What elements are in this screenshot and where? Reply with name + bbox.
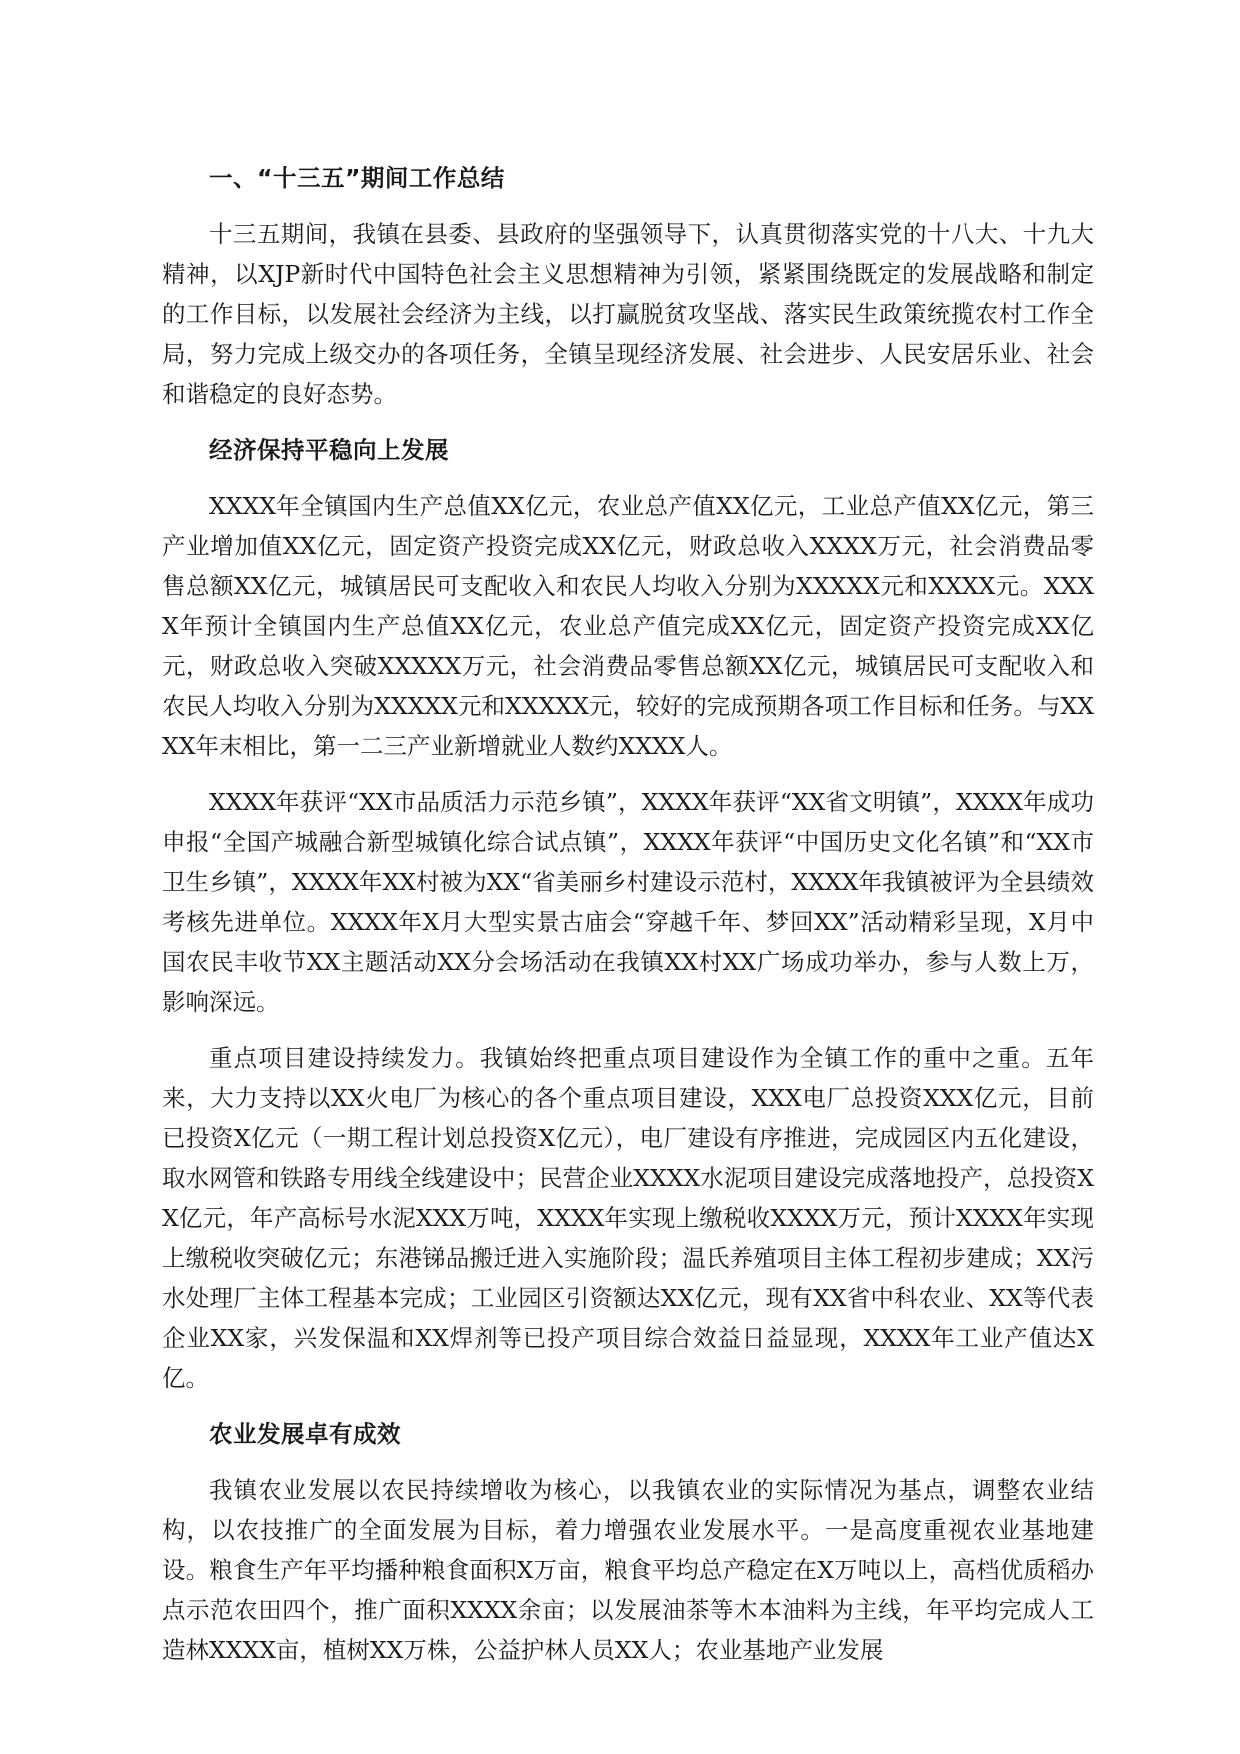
economy-paragraph-3: 重点项目建设持续发力。我镇始终把重点项目建设作为全镇工作的重中之重。五年来，大力支持以XX火电厂为核心的各个重点项目建设，XXX电厂总投资XXX亿元，目前已投资X亿元（一期工程计划总投资X亿元），电厂建设有序推进，完成园区内五化建设，取水网管和铁路专用线全线建设中；民营企业XXXX水泥项目建设完成落地投产，总投资XX亿元，年产高标号水泥XXX万吨，XXXX年实现上缴税收XXXX万元，预计XXXX年实现上缴税收突破亿元；东港锑品搬迁进入实施阶段；温氏养殖项目主体工程初步建成；XX污水处理厂主体工程基本完成；工业园区引资额达XX亿元，现有XX省中科农业、XX等代表企业XX家，兴发保温和XX焊剂等已投产项目综合效益日益显现，XXXX年工业产值达X亿。 <box>162 1044 1094 1392</box>
agriculture-heading: 农业发展卓有成效 <box>209 1420 401 1448</box>
intro-paragraph: 十三五期间，我镇在县委、县政府的坚强领导下，认真贯彻落实党的十八大、十九大精神，以XJP新时代中国特色社会主义思想精神为引领，紧紧围绕既定的发展战略和制定的工作目标，以发展社会经济为主线，以打赢脱贫攻坚战、落实民生政策统揽农村工作全局，努力完成上级交办的各项任务，全镇呈现经济发展、社会进步、人民安居乐业、社会和谐稳定的良好态势。 <box>162 220 1094 408</box>
economy-paragraph-2: XXXX年获评“XX市品质活力示范乡镇”，XXXX年获评“XX省文明镇”，XXXX年成功申报“全国产城融合新型城镇化综合试点镇”，XXXX年获评“中国历史文化名镇”和“XX市卫生乡镇”，XXXX年XX村被为XX“省美丽乡村建设示范村，XXXX年我镇被评为全县绩效考核先进单位。XXXX年X月大型实景古庙会“穿越千年、梦回XX”活动精彩呈现，X月中国农民丰收节XX主题活动XX分会场活动在我镇XX村XX广场成功举办，参与人数上万，影响深远。 <box>162 788 1094 1016</box>
economy-paragraph-1: XXXX年全镇国内生产总值XX亿元，农业总产值XX亿元，工业总产值XX亿元，第三产业增加值XX亿元，固定资产投资完成XX亿元，财政总收入XXXX万元，社会消费品零售总额XX亿元，城镇居民可支配收入和农民人均收入分别为XXXXX元和XXXX元。XXXX年预计全镇国内生产总值XX亿元，农业总产值完成XX亿元，固定资产投资完成XX亿元，财政总收入突破XXXXX万元，社会消费品零售总额XX亿元，城镇居民可支配收入和农民人均收入分别为XXXXX元和XXXXX元，较好的完成预期各项工作目标和任务。与XXXX年末相比，第一二三产业新增就业人数约XXXX人。 <box>162 492 1094 760</box>
section-title: 一、“十三五”期间工作总结 <box>209 164 505 192</box>
economy-heading: 经济保持平稳向上发展 <box>209 436 449 464</box>
document-body <box>162 158 1094 1686</box>
agriculture-paragraph-1: 我镇农业发展以农民持续增收为核心，以我镇农业的实际情况为基点，调整农业结构，以农技推广的全面发展为目标，着力增强农业发展水平。一是高度重视农业基地建设。粮食生产年平均播种粮食面积X万亩，粮食平均总产稳定在X万吨以上，高档优质稻办点示范农田四个，推广面积XXXX余亩；以发展油茶等木本油料为主线，年平均完成人工造林XXXX亩，植树XX万株，公益护林人员XX人；农业基地产业发展 <box>162 1476 1094 1664</box>
